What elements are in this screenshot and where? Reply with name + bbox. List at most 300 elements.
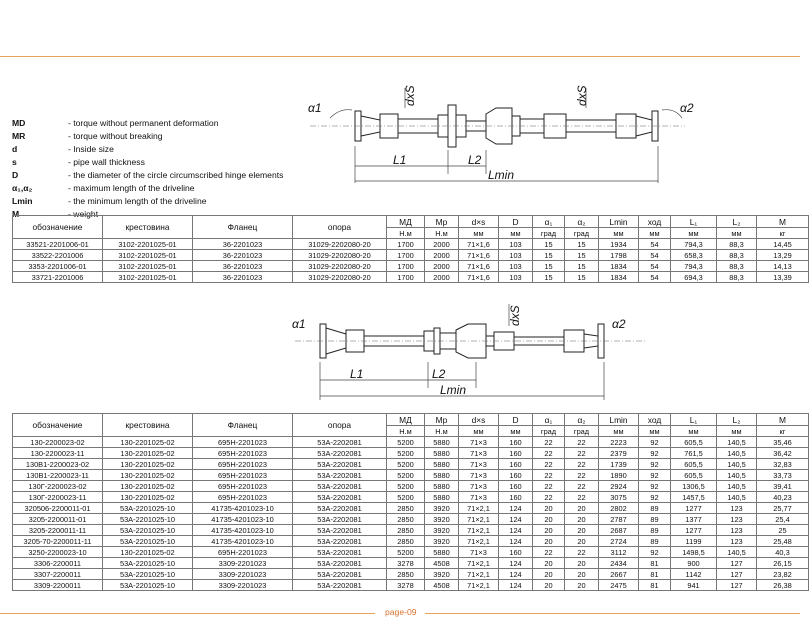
table-cell: 160 (499, 492, 533, 503)
table-cell: 22 (533, 547, 565, 558)
table-row (13, 558, 809, 569)
legend-row (12, 169, 283, 182)
table-cell: 2850 (387, 514, 425, 525)
lmin-label: Lmin (488, 168, 515, 182)
table-cell: 140,5 (717, 448, 757, 459)
table-cell: 127 (717, 569, 757, 580)
table-cell: 36-2201023 (193, 261, 293, 272)
table-cell: 71×1,6 (459, 239, 499, 250)
header-cell: Lmin (599, 414, 639, 426)
table-cell: 605,5 (671, 459, 717, 470)
unit-cell: кг (757, 228, 809, 239)
table-cell: 900 (671, 558, 717, 569)
table-cell: 53A-2201025-10 (103, 558, 193, 569)
unit-cell: град (565, 426, 599, 437)
table-cell: 124 (499, 569, 533, 580)
unit-cell: Н.м (387, 228, 425, 239)
table-cell: 2802 (599, 503, 639, 514)
table-cell: 88,3 (717, 239, 757, 250)
table-cell: 3102-2201025-01 (103, 272, 193, 283)
table-cell: 695H-2201023 (193, 437, 293, 448)
table-cell: 695H-2201023 (193, 448, 293, 459)
unit-cell: мм (671, 228, 717, 239)
unit-cell: град (533, 228, 565, 239)
table-cell: 124 (499, 514, 533, 525)
table-cell: 71×3 (459, 448, 499, 459)
table-cell: 81 (639, 580, 671, 591)
unit-cell: град (565, 228, 599, 239)
table-cell: 3102-2201025-01 (103, 261, 193, 272)
legend-row (12, 130, 283, 143)
spec-table-2 (12, 413, 809, 591)
table-row (13, 514, 809, 525)
table-cell: 20 (565, 503, 599, 514)
table-cell: 89 (639, 536, 671, 547)
table-cell: 13,39 (757, 272, 809, 283)
table-cell: 2000 (425, 272, 459, 283)
table-cell: 92 (639, 470, 671, 481)
table-cell: 20 (533, 503, 565, 514)
header-cell: α₂ (565, 216, 599, 228)
table-cell: 36-2201023 (193, 239, 293, 250)
table-cell: 53A-2202081 (293, 558, 387, 569)
table-cell: 2667 (599, 569, 639, 580)
table-cell: 130-2201025-02 (103, 547, 193, 558)
header-cell: ход (639, 216, 671, 228)
legend-row (12, 182, 283, 195)
table-cell: 15 (533, 261, 565, 272)
table-cell: 89 (639, 514, 671, 525)
table-cell: 92 (639, 459, 671, 470)
table-cell: 53A-2202081 (293, 459, 387, 470)
legend-text: - the diameter of the circle circumscribed hinge elements (68, 170, 284, 180)
table-cell: 1377 (671, 514, 717, 525)
table-cell: 81 (639, 569, 671, 580)
table-row (13, 547, 809, 558)
table-cell: 13,29 (757, 250, 809, 261)
table-cell: 3309-2201023 (193, 569, 293, 580)
table-cell: 39,41 (757, 481, 809, 492)
alpha1-label: α1 (308, 101, 322, 115)
unit-cell: мм (499, 228, 533, 239)
table-cell: 1457,5 (671, 492, 717, 503)
table-cell: 31029-2202080-20 (293, 250, 387, 261)
table-cell: 53A-2201025-10 (103, 580, 193, 591)
table-row (13, 492, 809, 503)
table-cell: 53A-2202081 (293, 470, 387, 481)
header-cell: обозначение (13, 216, 103, 239)
table-cell: 36-2201023 (193, 250, 293, 261)
table-cell: 71×3 (459, 492, 499, 503)
table-cell: 22 (533, 448, 565, 459)
table-cell: 1277 (671, 525, 717, 536)
table-cell: 3353-2201006-01 (13, 261, 103, 272)
table-cell: 2850 (387, 503, 425, 514)
table-cell: 3102-2201025-01 (103, 239, 193, 250)
header-cell: МД (387, 216, 425, 228)
unit-cell: мм (599, 426, 639, 437)
header-cell: опора (293, 216, 387, 239)
table-cell: 1142 (671, 569, 717, 580)
table-cell: 3205-2200011-01 (13, 514, 103, 525)
table-cell: 5880 (425, 481, 459, 492)
table-cell: 89 (639, 525, 671, 536)
table-cell: 130-2201025-02 (103, 492, 193, 503)
header-cell: Lmin (599, 216, 639, 228)
legend-key: s (12, 157, 17, 167)
l1-label: L1 (393, 153, 407, 167)
table-cell: 124 (499, 580, 533, 591)
table-cell: 124 (499, 525, 533, 536)
table-row (13, 470, 809, 481)
table-cell: 3278 (387, 558, 425, 569)
table-cell: 15 (533, 250, 565, 261)
table-cell: 53A-2201025-10 (103, 525, 193, 536)
table-cell: 3278 (387, 580, 425, 591)
legend-text: - torque without permanent deformation (68, 118, 219, 128)
table-cell: 123 (717, 525, 757, 536)
table-cell: 54 (639, 261, 671, 272)
table-row (13, 580, 809, 591)
table-cell: 1306,5 (671, 481, 717, 492)
table-cell: 941 (671, 580, 717, 591)
table-cell: 140,5 (717, 470, 757, 481)
table-cell: 130В1-2200023-11 (13, 470, 103, 481)
table-cell: 695H-2201023 (193, 481, 293, 492)
table-cell: 3102-2201025-01 (103, 250, 193, 261)
table-row (13, 503, 809, 514)
table-cell: 20 (533, 569, 565, 580)
table-cell: 3920 (425, 569, 459, 580)
table-cell: 53A-2202081 (293, 448, 387, 459)
l1-label-2: L1 (350, 367, 364, 381)
header-cell: МД (387, 414, 425, 426)
header-cell: α₁ (533, 216, 565, 228)
table-cell: 140,5 (717, 437, 757, 448)
table-cell: 5200 (387, 547, 425, 558)
header-cell: M (757, 414, 809, 426)
unit-cell: Н.м (425, 228, 459, 239)
table-cell: 35,46 (757, 437, 809, 448)
table-cell: 15 (533, 272, 565, 283)
table-cell: 127 (717, 558, 757, 569)
header-cell: M (757, 216, 809, 228)
table-cell: 41735-4201023-10 (193, 503, 293, 514)
table-cell: 658,3 (671, 250, 717, 261)
legend-key: α₁,α₂ (12, 183, 33, 193)
table-cell: 3920 (425, 503, 459, 514)
unit-cell: Н.м (425, 426, 459, 437)
l2-label-2: L2 (432, 367, 446, 381)
table-cell: 71×3 (459, 547, 499, 558)
table-cell: 71×3 (459, 459, 499, 470)
unit-cell: мм (717, 228, 757, 239)
table-cell: 3112 (599, 547, 639, 558)
table-cell: 1199 (671, 536, 717, 547)
table-cell: 53A-2202081 (293, 481, 387, 492)
legend-text: - pipe wall thickness (68, 157, 145, 167)
table-cell: 2475 (599, 580, 639, 591)
header-row (13, 414, 809, 426)
table-cell: 14,45 (757, 239, 809, 250)
table-cell: 20 (565, 558, 599, 569)
table-cell: 5880 (425, 448, 459, 459)
table-cell: 130Г-2200023-11 (13, 492, 103, 503)
table-cell: 22 (565, 437, 599, 448)
table-cell: 20 (533, 514, 565, 525)
table-cell: 53A-2202081 (293, 569, 387, 580)
header-cell: d×s (459, 414, 499, 426)
table-cell: 88,3 (717, 272, 757, 283)
table-cell: 31029-2202080-20 (293, 272, 387, 283)
table-cell: 3250-2200023-10 (13, 547, 103, 558)
header-cell: крестовина (103, 414, 193, 437)
table-cell: 71×3 (459, 470, 499, 481)
table-cell: 71×2,1 (459, 525, 499, 536)
table-cell: 695H-2201023 (193, 470, 293, 481)
table-cell: 124 (499, 503, 533, 514)
table-cell: 14,13 (757, 261, 809, 272)
table-cell: 71×2,1 (459, 558, 499, 569)
unit-cell: мм (459, 426, 499, 437)
table-cell: 92 (639, 547, 671, 558)
table-cell: 25 (757, 525, 809, 536)
table-cell: 20 (565, 514, 599, 525)
table-cell: 140,5 (717, 547, 757, 558)
table-cell: 26,38 (757, 580, 809, 591)
table-cell: 2850 (387, 569, 425, 580)
legend-row (12, 156, 283, 169)
legend-text: - weight (68, 209, 99, 219)
table-cell: 794,3 (671, 261, 717, 272)
table-cell: 15 (565, 250, 599, 261)
table-cell: 130В1-2200023-02 (13, 459, 103, 470)
table-cell: 53A-2201025-10 (103, 503, 193, 514)
legend-text: - Inside size (68, 144, 114, 154)
table-cell: 160 (499, 437, 533, 448)
table-cell: 25,48 (757, 536, 809, 547)
legend-key: M (12, 209, 20, 219)
table-cell: 20 (565, 536, 599, 547)
table-cell: 694,3 (671, 272, 717, 283)
table-cell: 22 (565, 481, 599, 492)
table-cell: 3205-2200011-11 (13, 525, 103, 536)
table-cell: 54 (639, 272, 671, 283)
table-row (13, 250, 809, 261)
table-cell: 22 (533, 437, 565, 448)
table-cell: 123 (717, 503, 757, 514)
table-cell: 2787 (599, 514, 639, 525)
table-cell: 130-2201025-02 (103, 437, 193, 448)
table-cell: 22 (533, 492, 565, 503)
table-cell: 26,15 (757, 558, 809, 569)
table-cell: 5200 (387, 459, 425, 470)
top-rule (0, 56, 800, 57)
unit-cell: мм (599, 228, 639, 239)
table-cell: 89 (639, 503, 671, 514)
table-cell: 71×2,1 (459, 536, 499, 547)
table-cell: 1498,5 (671, 547, 717, 558)
alpha2-label-2: α2 (612, 317, 626, 331)
table-cell: 1739 (599, 459, 639, 470)
unit-cell: град (533, 426, 565, 437)
table-cell: 40,3 (757, 547, 809, 558)
table-cell: 3307-2200011 (13, 569, 103, 580)
table-cell: 2434 (599, 558, 639, 569)
table-cell: 71×1,6 (459, 250, 499, 261)
table-cell: 53A-2202081 (293, 437, 387, 448)
table-cell: 71×2,1 (459, 580, 499, 591)
table-cell: 33522-2201006 (13, 250, 103, 261)
footer-rule-right (425, 613, 800, 614)
header-cell: L₂ (717, 216, 757, 228)
table-cell: 53A-2202081 (293, 492, 387, 503)
header-cell: α₂ (565, 414, 599, 426)
table-cell: 103 (499, 239, 533, 250)
table-cell: 88,3 (717, 250, 757, 261)
table-cell: 40,23 (757, 492, 809, 503)
table-cell: 140,5 (717, 492, 757, 503)
unit-cell: мм (499, 426, 533, 437)
table-cell: 1834 (599, 272, 639, 283)
table-cell: 2687 (599, 525, 639, 536)
table-cell: 71×2,1 (459, 569, 499, 580)
table-cell: 22 (533, 459, 565, 470)
table-cell: 20 (533, 580, 565, 591)
l2-label: L2 (468, 153, 482, 167)
table-cell: 92 (639, 448, 671, 459)
legend-row (12, 117, 283, 130)
table-cell: 160 (499, 547, 533, 558)
table-cell: 54 (639, 239, 671, 250)
table-cell: 15 (533, 239, 565, 250)
table-cell: 160 (499, 448, 533, 459)
header-cell: Фланец (193, 414, 293, 437)
table-cell: 130-2201025-02 (103, 448, 193, 459)
table-cell: 2724 (599, 536, 639, 547)
driveline-drawing-2 (290, 296, 650, 404)
table-cell: 22 (565, 547, 599, 558)
table-cell: 22 (565, 459, 599, 470)
header-cell: d×s (459, 216, 499, 228)
table-cell: 2924 (599, 481, 639, 492)
unit-cell: кг (757, 426, 809, 437)
table-cell: 92 (639, 481, 671, 492)
table-cell: 123 (717, 536, 757, 547)
table-cell: 15 (565, 261, 599, 272)
table-cell: 92 (639, 437, 671, 448)
legend-row (12, 195, 283, 208)
table-cell: 71×1,6 (459, 261, 499, 272)
table-cell: 36-2201023 (193, 272, 293, 283)
header-cell: Мр (425, 414, 459, 426)
table-cell: 3920 (425, 514, 459, 525)
table-row (13, 459, 809, 470)
table-cell: 5200 (387, 448, 425, 459)
table-cell: 794,3 (671, 239, 717, 250)
legend-key: MD (12, 118, 26, 128)
alpha1-label-2: α1 (292, 317, 306, 331)
table-cell: 3306-2200011 (13, 558, 103, 569)
table-cell: 2000 (425, 261, 459, 272)
lmin-label-2: Lmin (440, 383, 467, 397)
table-cell: 2379 (599, 448, 639, 459)
table-cell: 3920 (425, 525, 459, 536)
header-cell: L₁ (671, 216, 717, 228)
table-cell: 140,5 (717, 481, 757, 492)
table-cell: 32,83 (757, 459, 809, 470)
table-cell: 130Г-2200023-02 (13, 481, 103, 492)
unit-cell: мм (639, 426, 671, 437)
table-cell: 5200 (387, 470, 425, 481)
table-row (13, 525, 809, 536)
legend-text: - maximum length of the driveline (68, 183, 195, 193)
table-cell: 15 (565, 239, 599, 250)
table-row (13, 261, 809, 272)
table-cell: 53A-2202081 (293, 525, 387, 536)
table-cell: 103 (499, 250, 533, 261)
table-cell: 54 (639, 250, 671, 261)
table-cell: 2000 (425, 239, 459, 250)
table-cell: 33521-2201006-01 (13, 239, 103, 250)
table-cell: 320506-2200011-01 (13, 503, 103, 514)
table-cell: 761,5 (671, 448, 717, 459)
table-cell: 20 (565, 569, 599, 580)
table-cell: 25,4 (757, 514, 809, 525)
table-cell: 4508 (425, 558, 459, 569)
dxs-label-3: dxS (508, 305, 522, 326)
table-cell: 92 (639, 492, 671, 503)
table-row (13, 481, 809, 492)
header-cell: Фланец (193, 216, 293, 239)
table-row (13, 448, 809, 459)
table-cell: 3309-2201023 (193, 558, 293, 569)
legend-text: - torque without breaking (68, 131, 163, 141)
header-cell: L₁ (671, 414, 717, 426)
table-cell: 160 (499, 459, 533, 470)
table-cell: 5880 (425, 459, 459, 470)
table-cell: 124 (499, 536, 533, 547)
table-cell: 71×1,6 (459, 272, 499, 283)
table-cell: 71×3 (459, 481, 499, 492)
table-cell: 695H-2201023 (193, 459, 293, 470)
table-cell: 81 (639, 558, 671, 569)
header-cell: α₁ (533, 414, 565, 426)
table-cell: 53A-2202081 (293, 514, 387, 525)
table-cell: 22 (565, 470, 599, 481)
table-cell: 103 (499, 261, 533, 272)
unit-cell: мм (671, 426, 717, 437)
unit-cell: мм (717, 426, 757, 437)
legend-key: Lmin (12, 196, 33, 206)
table-cell: 53A-2202081 (293, 503, 387, 514)
table-cell: 23,82 (757, 569, 809, 580)
table-cell: 53A-2201025-10 (103, 536, 193, 547)
table-cell: 1277 (671, 503, 717, 514)
table-cell: 1890 (599, 470, 639, 481)
table-cell: 3205-70-2200011-11 (13, 536, 103, 547)
table-cell: 71×2,1 (459, 514, 499, 525)
legend-row (12, 143, 283, 156)
table-cell: 160 (499, 470, 533, 481)
table-cell: 130-2201025-02 (103, 459, 193, 470)
table-cell: 1700 (387, 261, 425, 272)
header-cell: L₂ (717, 414, 757, 426)
table-row (13, 272, 809, 283)
table-cell: 695H-2201023 (193, 492, 293, 503)
table-cell: 22 (533, 481, 565, 492)
table-row (13, 239, 809, 250)
